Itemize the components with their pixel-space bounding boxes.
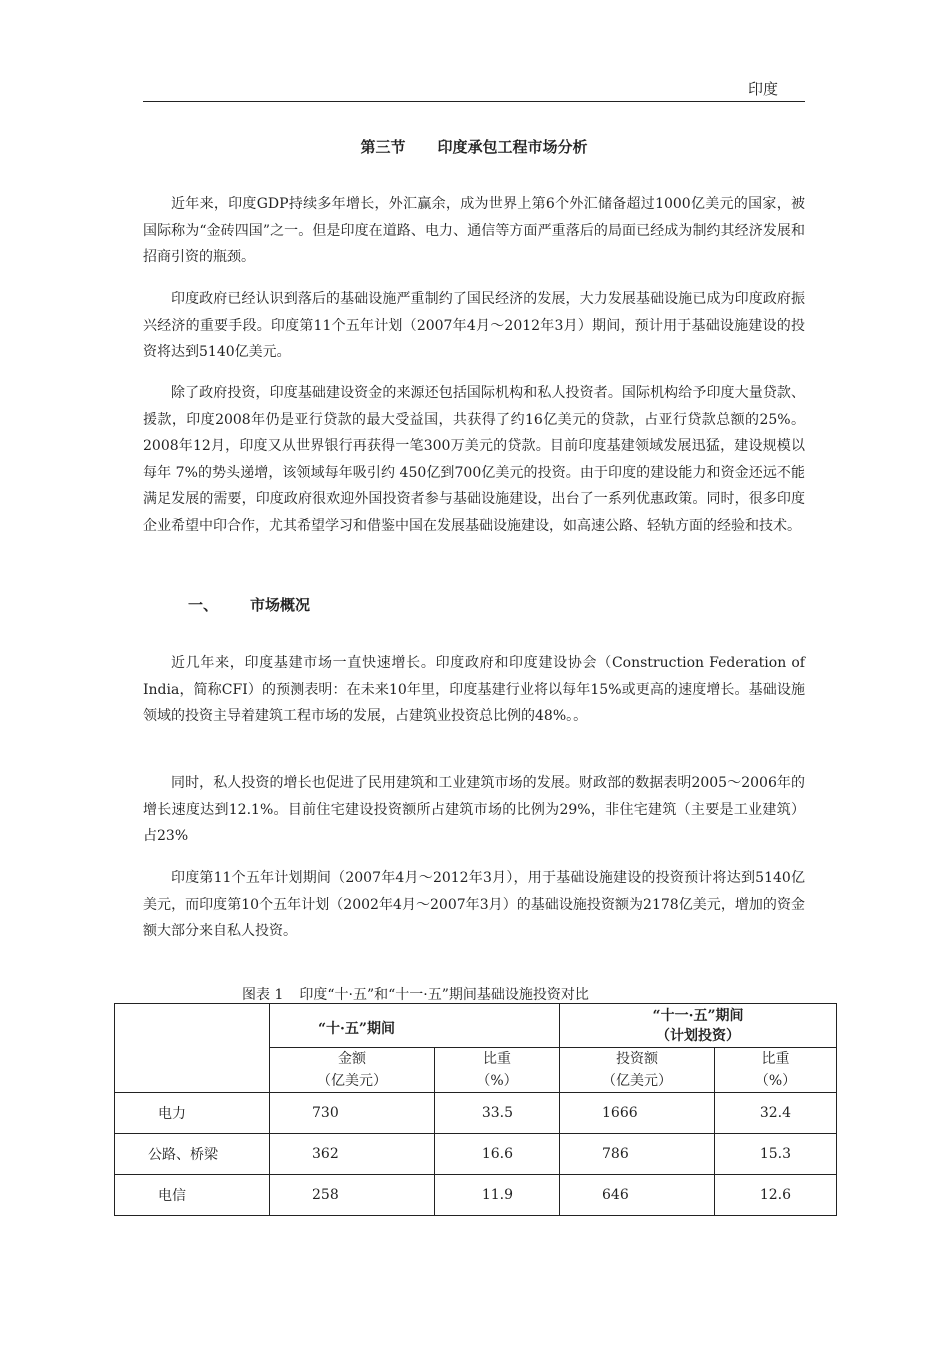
subsection-number: 一、	[188, 596, 219, 614]
table-caption-title: 印度“十·五”和“十一·五”期间基础设施投资对比	[299, 987, 589, 1003]
section-title	[143, 136, 805, 157]
period-11th-note: （计划投资）	[656, 1027, 741, 1044]
col-amount-unit: （亿美元）	[317, 1073, 387, 1089]
section-title-text: 印度承包工程市场分析	[437, 138, 588, 156]
table-header-row	[115, 1004, 837, 1048]
intro-paragraph-1: 近年来，印度GDP持续多年增长，外汇赢余，成为世界上第6个外汇储备超过1000亿美元的国家，被国际称为“金砖四国”之一。但是印度在道路、电力、通信等方面严重落后的局面已经成为制约其经济发展和招商引资的瓶颈。	[143, 196, 805, 265]
intro-paragraph-3: 除了政府投资，印度基础建设资金的来源还包括国际机构和私人投资者。国际机构给予印度大量贷款、援款，印度2008年仍是亚行贷款的最大受益国，共获得了约16亿美元的贷款，占亚行贷款总额的25%。2008年12月，印度又从世界银行再获得一笔300万美元的贷款。目前印度基建领域发展迅猛，建设规模以每年 7%的势头递增，该领域每年吸引约 450亿到700亿美元的投资。由于印度的建设能力和资金还远不能满足发展的需要，印度政府很欢迎外国投资者参与基础设施建设，出台了一系列优惠政策。同时，很多印度企业希望中印合作，尤其希望学习和借鉴中国在发展基础设施建设，如高速公路、轻轨方面的经验和技术。	[143, 385, 805, 534]
row-share-11th: 32.4	[715, 1093, 837, 1134]
row-share-10th: 16.6	[435, 1134, 560, 1175]
market-paragraph-3: 印度第11个五年计划期间（2007年4月～2012年3月），用于基础设施建设的投资预计将达到5140亿美元，而印度第10个五年计划（2002年4月～2007年3月）的基础设施投资额为2178亿美元，增加的资金额大部分来自私人投资。	[143, 870, 805, 939]
period-10th-header: “十·五”期间	[270, 1004, 560, 1048]
row-share-10th: 11.9	[435, 1175, 560, 1216]
table-caption-label: 图表 1	[242, 987, 284, 1003]
table-caption	[242, 984, 589, 1004]
col-share-unit: （%）	[476, 1073, 518, 1089]
row-amount-10th: 258	[270, 1175, 435, 1216]
row-share-11th: 12.6	[715, 1175, 837, 1216]
section-number: 第三节	[360, 138, 406, 156]
row-category: 公路、桥梁	[115, 1134, 270, 1175]
table-row	[115, 1175, 837, 1216]
market-paragraph-1: 近几年来，印度基建市场一直快速增长。印度政府和印度建设协会（Construction Federation of India，简称CFI）的预测表明：在未来10年里，印度基建行业将以每年15%或更高的速度增长。基础设施领域的投资主导着建筑工程市场的发展，占建筑业投资总比例的48%。。	[143, 655, 805, 724]
row-amount-11th: 646	[560, 1175, 715, 1216]
investment-comparison-table	[114, 1003, 837, 1216]
col-share2-header	[715, 1048, 837, 1093]
period-11th-header	[560, 1004, 837, 1048]
col-invest-label: 投资额	[616, 1051, 659, 1067]
subsection-heading	[188, 594, 310, 615]
row-amount-11th: 1666	[560, 1093, 715, 1134]
market-paragraph-2: 同时，私人投资的增长也促进了民用建筑和工业建筑市场的发展。财政部的数据表明2005～2006年的增长速度达到12.1%。目前住宅建设投资额所占建筑市场的比例为29%，非住宅建筑（主要是工业建筑）占23%	[143, 775, 805, 844]
header-rule	[143, 101, 805, 102]
col-share2-label: 比重	[761, 1051, 790, 1067]
col-share-header	[435, 1048, 560, 1093]
col-share-label: 比重	[483, 1051, 511, 1067]
table-row	[115, 1134, 837, 1175]
row-amount-10th: 362	[270, 1134, 435, 1175]
col-invest-unit: （亿美元）	[602, 1073, 673, 1089]
intro-paragraph-2: 印度政府已经认识到落后的基础设施严重制约了国民经济的发展，大力发展基础设施已成为印度政府振兴经济的重要手段。印度第11个五年计划（2007年4月～2012年3月）期间，预计用于基础设施建设的投资将达到5140亿美元。	[143, 291, 805, 360]
period-11th-title: “十一·五”期间	[652, 1007, 744, 1024]
row-category: 电信	[115, 1175, 270, 1216]
row-amount-11th: 786	[560, 1134, 715, 1175]
subsection-title: 市场概况	[250, 596, 311, 614]
table-header-blank	[115, 1004, 270, 1093]
col-amount-header	[270, 1048, 435, 1093]
col-amount-label: 金额	[338, 1051, 366, 1067]
row-amount-10th: 730	[270, 1093, 435, 1134]
col-invest-header	[560, 1048, 715, 1093]
row-share-10th: 33.5	[435, 1093, 560, 1134]
col-share2-unit: （%）	[754, 1073, 797, 1089]
row-share-11th: 15.3	[715, 1134, 837, 1175]
row-category: 电力	[115, 1093, 270, 1134]
page-header-text: 印度	[747, 80, 778, 98]
table-row	[115, 1093, 837, 1134]
